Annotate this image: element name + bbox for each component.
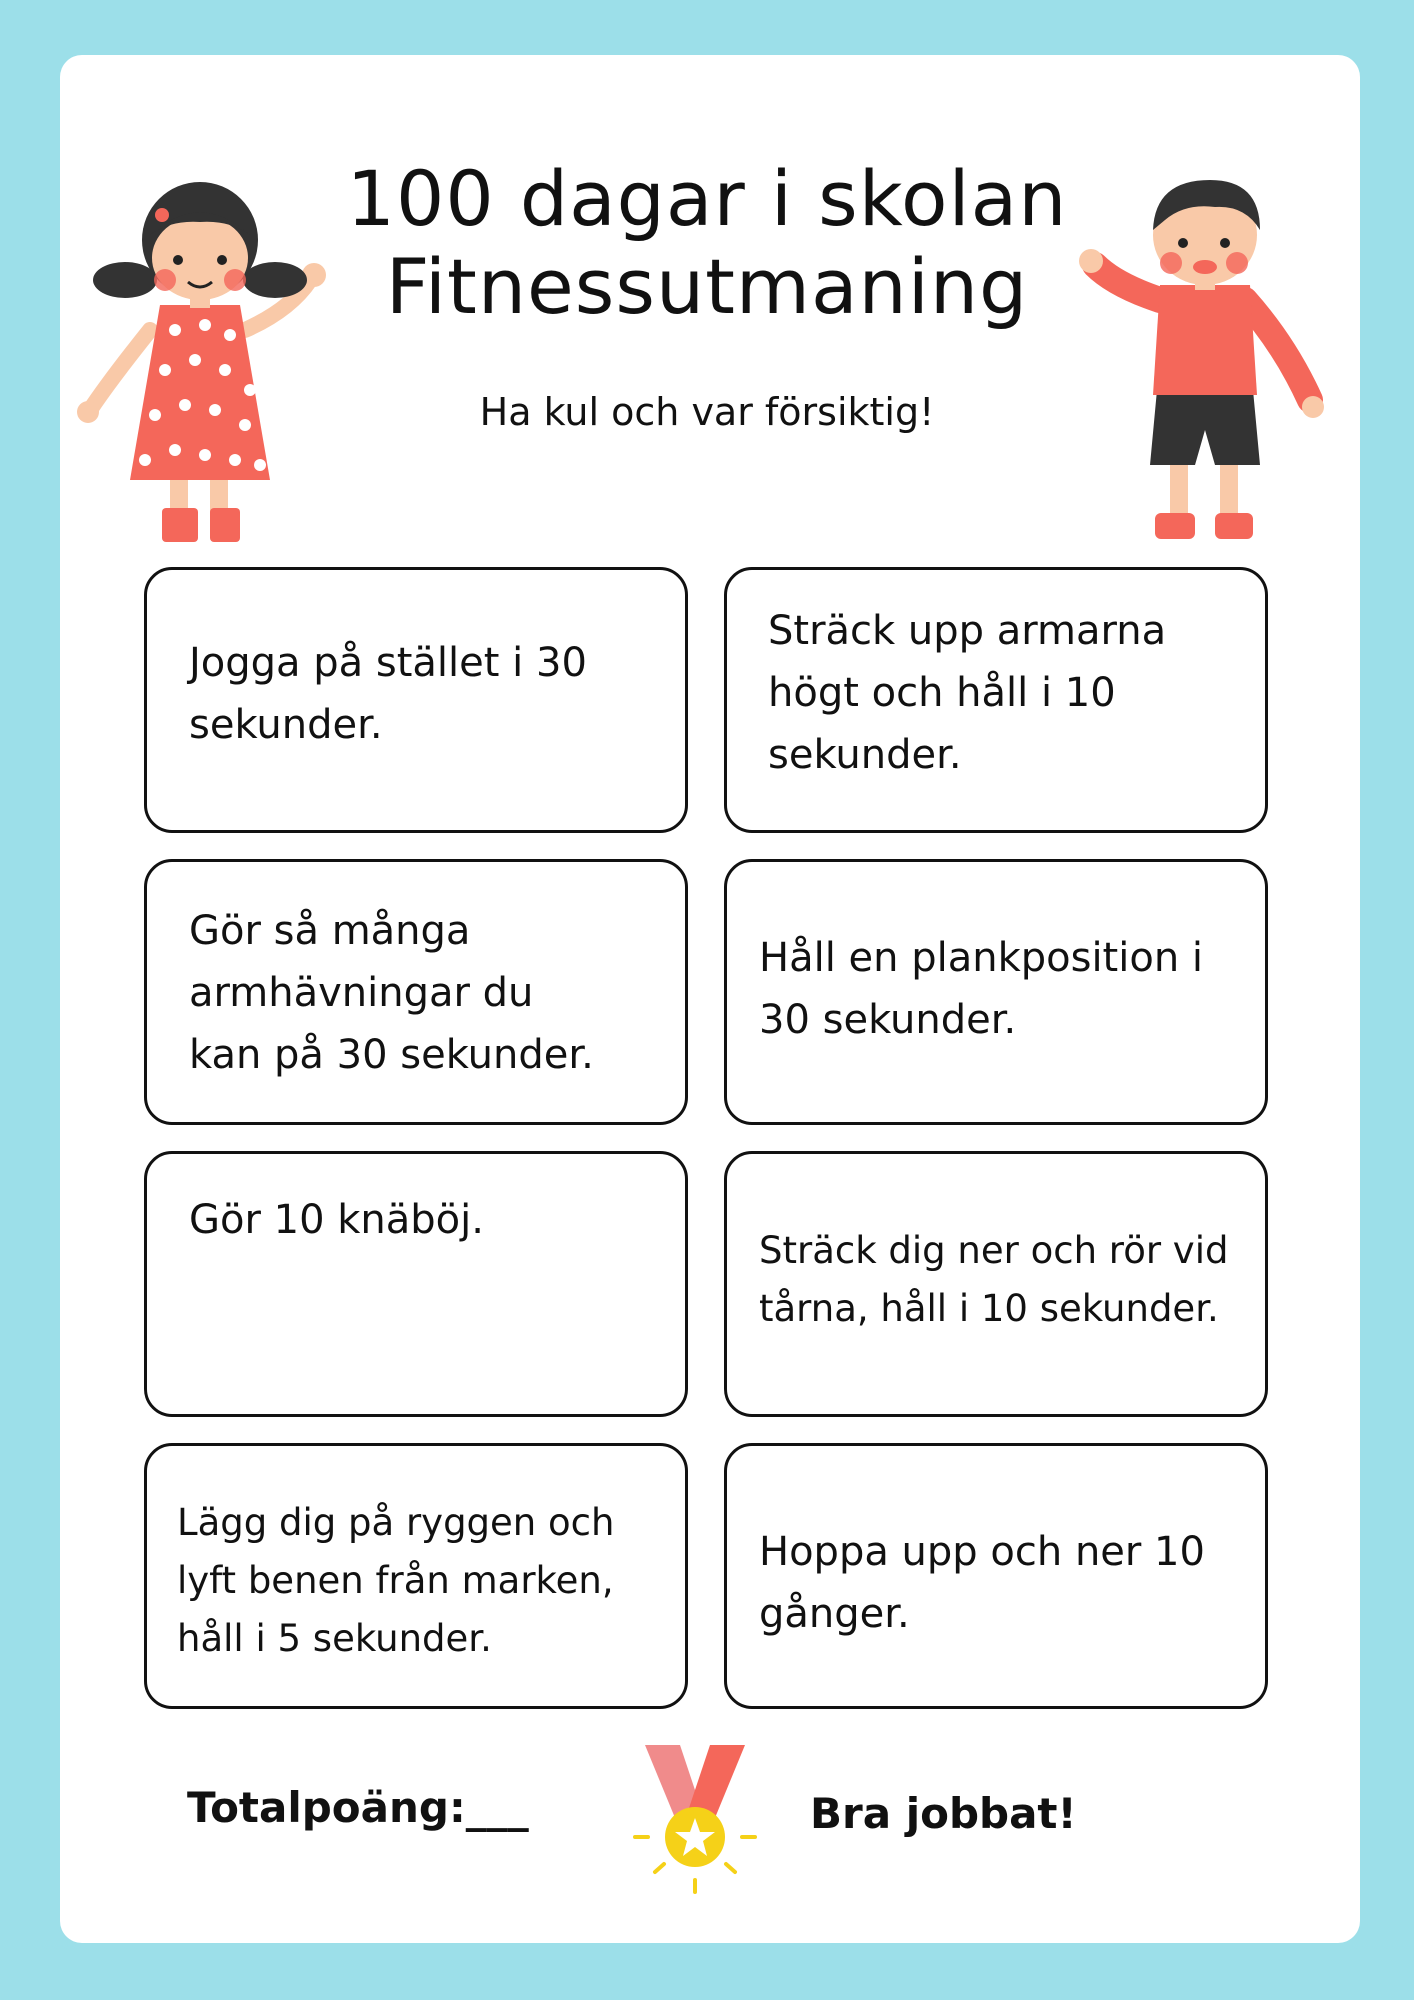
exercise-card [724, 567, 1268, 833]
exercise-text: Gör så många armhävningar du kan på 30 sekunder. [189, 908, 594, 1078]
exercise-text: Håll en plankposition i 30 sekunder. [759, 935, 1204, 1043]
exercise-text: Hoppa upp och ner 10 gånger. [759, 1529, 1205, 1637]
medal-icon [630, 1740, 760, 1900]
exercise-text: Lägg dig på ryggen och lyft benen från marken, håll i 5 sekunder. [177, 1501, 615, 1660]
total-score-label: Totalpoäng:___ [187, 1783, 529, 1832]
exercise-card [144, 567, 688, 833]
exercise-card [144, 859, 688, 1125]
exercise-text: Gör 10 knäböj. [189, 1197, 484, 1243]
page-title-line1: 100 dagar i skolan [346, 154, 1068, 243]
exercise-card [144, 1151, 688, 1417]
exercise-card [724, 1443, 1268, 1709]
page-subtitle: Ha kul och var försiktig! [479, 390, 935, 434]
exercise-text: Sträck upp armarna högt och håll i 10 sekunder. [768, 608, 1167, 778]
exercise-text: Jogga på stället i 30 sekunder. [189, 640, 587, 748]
exercise-text: Sträck dig ner och rör vid tårna, håll i 10 sekunder. [759, 1229, 1229, 1330]
exercise-card [724, 1151, 1268, 1417]
page-title-line2: Fitnessutmaning [385, 242, 1029, 331]
exercise-card [724, 859, 1268, 1125]
exercise-card [144, 1443, 688, 1709]
praise-text: Bra jobbat! [810, 1789, 1077, 1838]
